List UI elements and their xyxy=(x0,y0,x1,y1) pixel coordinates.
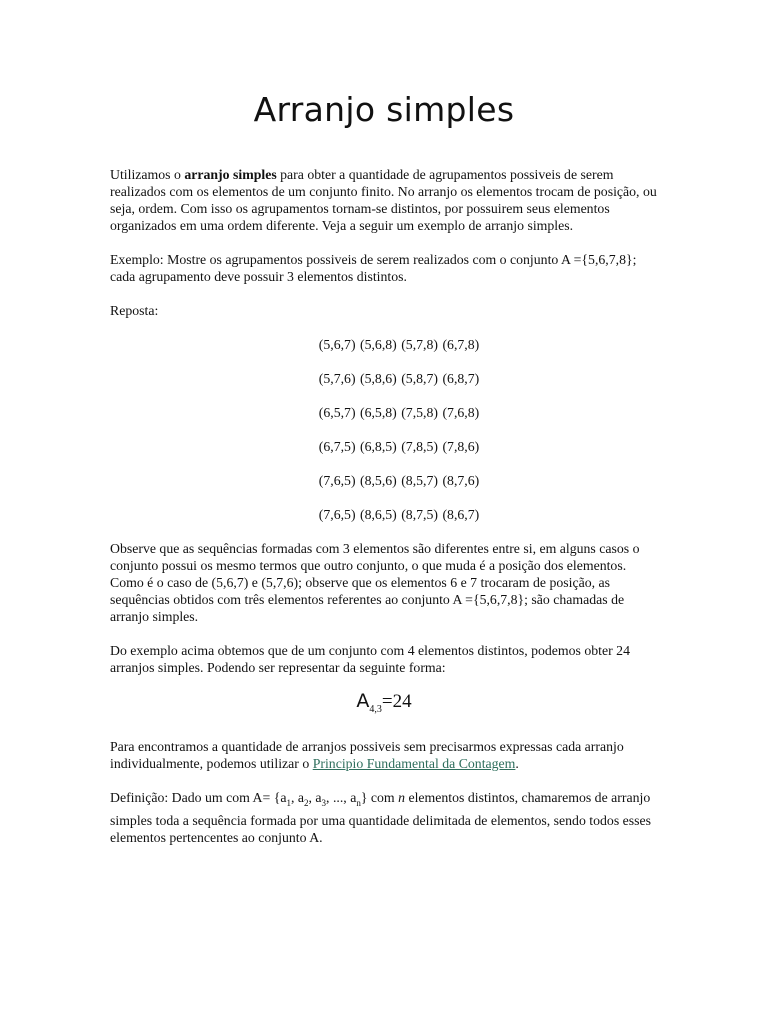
definition-sub-2: 2 xyxy=(304,797,309,808)
arrangement-formula xyxy=(110,690,658,718)
intro-bold-term: arranjo simples xyxy=(184,167,277,182)
definition-sub-3: 3 xyxy=(321,797,327,808)
grouping-row-2: (5,7,6) (5,8,6) (5,8,7) (6,8,7) xyxy=(318,371,480,386)
intro-paragraph xyxy=(110,166,658,234)
page-title: Arranjo simples xyxy=(253,90,515,129)
grouping-row-6: (7,6,5) (8,6,5) (8,7,5) (8,6,7) xyxy=(318,507,480,522)
grouping-row-1: (5,6,7) (5,6,8) (5,7,8) (6,7,8) xyxy=(318,337,480,352)
grouping-row-5: (7,6,5) (8,5,6) (8,5,7) (8,7,6) xyxy=(318,473,480,488)
document-body xyxy=(110,166,658,863)
grouping-row-4: (6,7,5) (6,8,5) (7,8,5) (7,8,6) xyxy=(318,439,480,454)
pfc-text-start: Para encontramos a quantidade de arranjos possiveis sem precisarmos expressas cada arranjo individualmente, podemos utilizar o xyxy=(110,738,624,771)
formula-subscript: 4,3 xyxy=(369,703,382,715)
pfc-paragraph xyxy=(110,738,658,772)
intro-text-start: Utilizamos o xyxy=(110,167,185,182)
conclusion-paragraph: Do exemplo acima obtemos que de um conjunto com 4 elementos distintos, podemos obter 24 arranjos simples. Podendo ser representar da seguinte forma: xyxy=(110,643,630,675)
definition-sep-2: , a xyxy=(308,789,322,805)
definition-sep-1: , a xyxy=(290,789,305,805)
intro-text-end: para obter a quantidade de agrupamentos possiveis de serem realizados com os elementos de um conjunto finito. No arranjo os elementos trocam de posição, ou seja, ordem. Com isso os agrupamentos tornam-se distintos, por possuirem seus elementos organizados em uma ordem diferente. Veja a seguir um exemplo de arranjo simples. xyxy=(110,167,657,233)
pfc-text-end: . xyxy=(515,755,519,771)
definition-sub-n: n xyxy=(356,797,361,808)
grouping-row-3: (6,5,7) (6,5,8) (7,5,8) (7,6,8) xyxy=(318,405,480,420)
answer-label: Reposta: xyxy=(110,303,159,318)
definition-n-variable: n xyxy=(398,789,406,805)
definition-sep-3: , ..., a xyxy=(326,789,357,805)
observation-paragraph: Observe que as sequências formadas com 3 elementos são diferentes entre si, em alguns casos o conjunto possui os mesmo termos que outro conjunto, o que muda é a posição dos elementos. Como é o caso de (5,6,7) e (5,7,6); observe que os elementos 6 e 7 trocaram de posição, as sequências obtidos com três elementos referentes ao conjunto A ={5,6,7,8}; são chamadas de arranjo simples. xyxy=(110,541,640,624)
formula-symbol: A xyxy=(356,690,370,712)
definition-sub-1: 1 xyxy=(286,797,291,808)
pfc-link[interactable]: Principio Fundamental da Contagem xyxy=(312,755,516,771)
formula-result: =24 xyxy=(381,691,412,712)
definition-mid: } com xyxy=(360,789,399,805)
definition-end: elementos distintos, chamaremos de arranjo simples toda a sequência formada por uma quantidade delimitada de elementos, sendo todos esses elementos pertencentes ao conjunto A. xyxy=(110,789,651,845)
definition-paragraph xyxy=(110,789,658,846)
example-paragraph: Exemplo: Mostre os agrupamentos possiveis de serem realizados com o conjunto A ={5,6,7,8}; cada agrupamento deve possuir 3 elementos distintos. xyxy=(110,252,637,284)
definition-start: Definição: Dado um com A= {a xyxy=(110,789,287,805)
